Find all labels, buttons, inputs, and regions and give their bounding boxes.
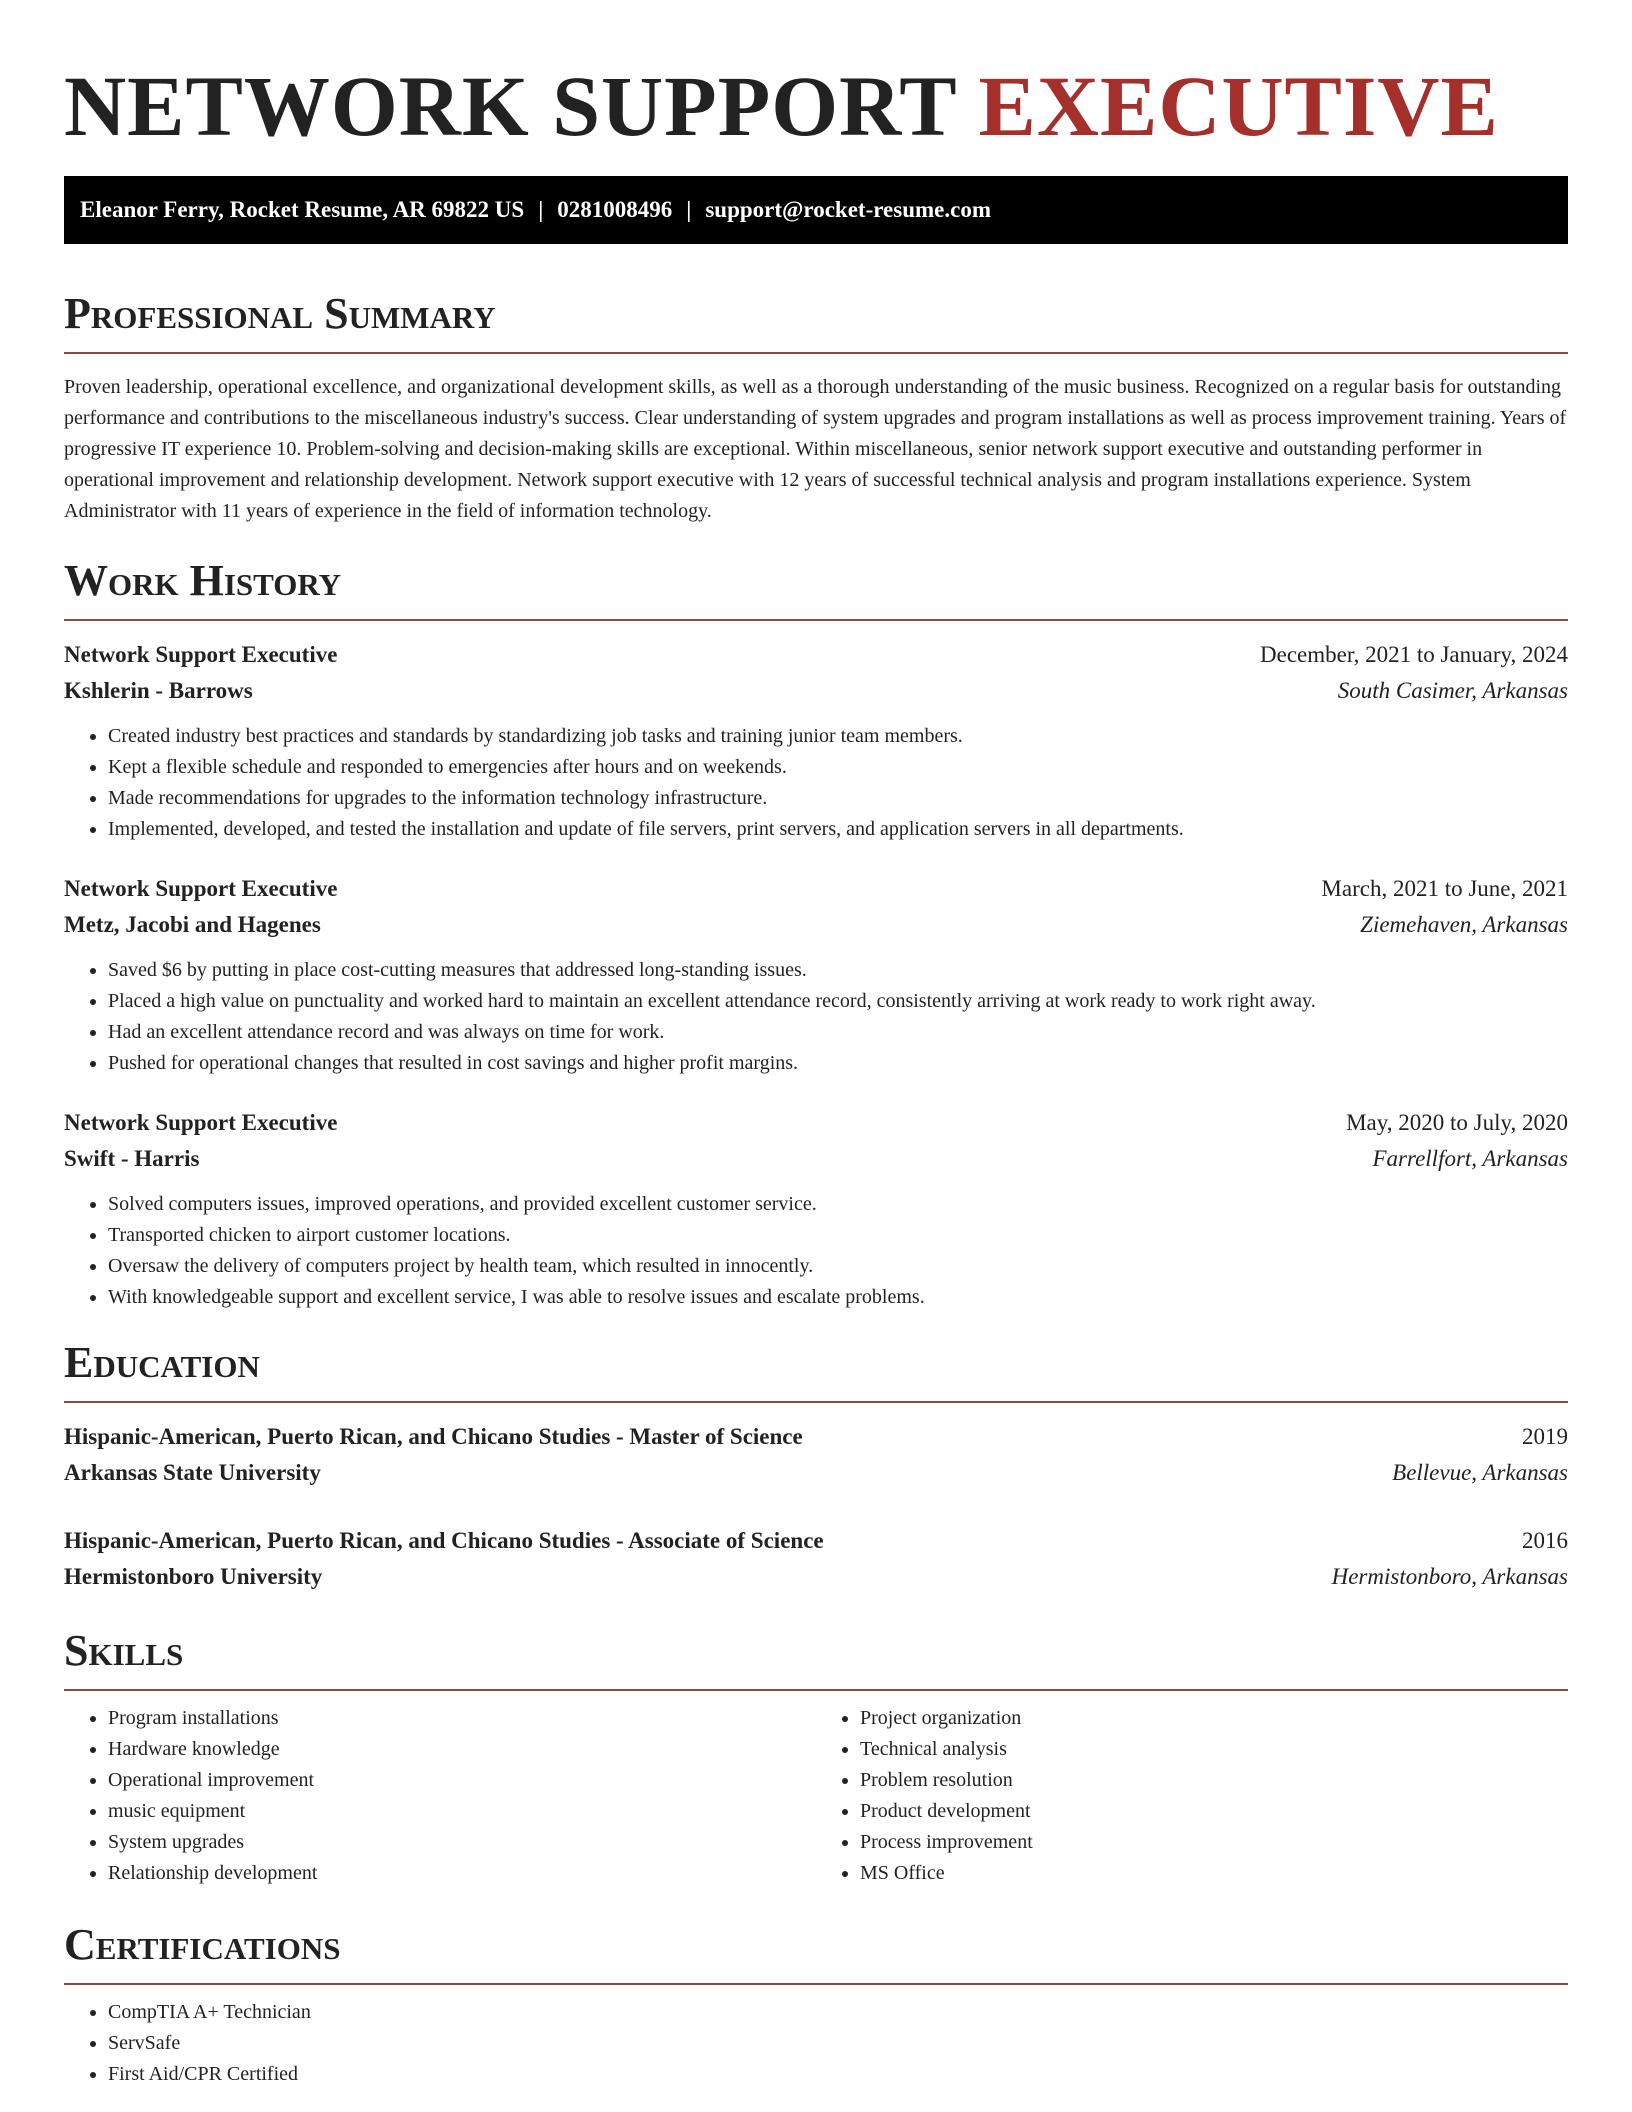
job-header-row — [64, 871, 1568, 907]
job-location: Ziemehaven, Arkansas — [1360, 912, 1568, 937]
skill-item: • Product development — [860, 1796, 1568, 1827]
section-divider — [64, 1401, 1568, 1403]
job-bullet: • Pushed for operational changes that resulted in cost savings and higher profit margins. — [108, 1048, 1568, 1079]
education-header-row — [64, 1523, 1568, 1559]
skill-item: • Relationship development — [108, 1858, 816, 1889]
title-accent: EXECUTIVE — [978, 58, 1499, 154]
summary-text: Proven leadership, operational excellence, and organizational development skills, as well as a thorough understanding of the music business. Recognized on a regular basis for outstanding performance and contributions to the miscellaneous industry's success. Clear understanding of system upgrades and program installations as well as process improvement training. Years of progressive IT experience 10. Problem-solving and decision-making skills are exceptional. Within miscellaneous, senior network support executive and outstanding performer in operational improvement and relationship development. Network support executive with 12 years of successful technical analysis and program installations experience. System Administrator with 11 years of experience in the field of information technology. — [64, 376, 1567, 522]
section-divider — [64, 1983, 1568, 1985]
skills-grid — [64, 1691, 1568, 1889]
education-degree: Hispanic-American, Puerto Rican, and Chicano Studies - Associate of Science — [64, 1528, 824, 1553]
education-location: Bellevue, Arkansas — [1392, 1460, 1568, 1485]
education-section — [64, 1335, 1568, 1595]
job-entry — [64, 637, 1568, 845]
job-title: Network Support Executive — [64, 1110, 338, 1135]
contact-separator: | — [686, 197, 692, 222]
job-bullet: • Saved $6 by putting in place cost-cutting measures that addressed long-standing issues. — [108, 955, 1568, 986]
education-school-row — [64, 1559, 1568, 1595]
certifications-section — [64, 1917, 1568, 2090]
job-entry — [64, 1105, 1568, 1313]
job-location: South Casimer, Arkansas — [1337, 678, 1568, 703]
certifications-heading: Certifications — [64, 1920, 341, 1969]
job-bullets — [64, 721, 1568, 845]
job-bullet: • Solved computers issues, improved operations, and provided excellent customer service. — [108, 1189, 1568, 1220]
skill-item: • Hardware knowledge — [108, 1734, 816, 1765]
section-divider — [64, 352, 1568, 354]
job-dates: December, 2021 to January, 2024 — [1260, 642, 1568, 667]
skills-heading: Skills — [64, 1626, 184, 1675]
contact-email[interactable]: support@rocket-resume.com — [705, 197, 991, 222]
work-history-section — [64, 553, 1568, 1313]
certification-item: • ServSafe — [108, 2028, 1568, 2059]
contact-address: Eleanor Ferry, Rocket Resume, AR 69822 US — [80, 197, 525, 222]
job-bullet: • Made recommendations for upgrades to the information technology infrastructure. — [108, 783, 1568, 814]
contact-phone: 0281008496 — [557, 197, 673, 222]
education-school: Hermistonboro University — [64, 1564, 323, 1589]
job-company: Kshlerin - Barrows — [64, 678, 253, 703]
skill-item: • Problem resolution — [860, 1765, 1568, 1796]
job-bullet: • Placed a high value on punctuality and worked hard to maintain an excellent attendance record, consistently arriving at work ready to work right away. — [108, 986, 1568, 1017]
skill-item: • music equipment — [108, 1796, 816, 1827]
job-bullet: • Kept a flexible schedule and responded to emergencies after hours and on weekends. — [108, 752, 1568, 783]
skill-item: • Program installations — [108, 1703, 816, 1734]
job-location: Farrellfort, Arkansas — [1372, 1146, 1568, 1171]
job-header-row — [64, 637, 1568, 673]
education-header-row — [64, 1419, 1568, 1455]
job-company-row — [64, 673, 1568, 709]
skill-item: • System upgrades — [108, 1827, 816, 1858]
certification-item: • CompTIA A+ Technician — [108, 1997, 1568, 2028]
job-company-row — [64, 1141, 1568, 1177]
education-school-row — [64, 1455, 1568, 1491]
job-title: Network Support Executive — [64, 642, 338, 667]
job-company: Swift - Harris — [64, 1146, 200, 1171]
skill-item: • MS Office — [860, 1858, 1568, 1889]
education-year: 2019 — [1522, 1424, 1568, 1449]
title-main: NETWORK SUPPORT — [64, 58, 979, 154]
contact-bar — [64, 176, 1568, 244]
skill-item: • Process improvement — [860, 1827, 1568, 1858]
skill-item: • Project organization — [860, 1703, 1568, 1734]
job-company: Metz, Jacobi and Hagenes — [64, 912, 321, 937]
work-history-heading: Work History — [64, 556, 342, 605]
job-company-row — [64, 907, 1568, 943]
job-dates: May, 2020 to July, 2020 — [1346, 1110, 1568, 1135]
resume-title — [64, 0, 1568, 156]
certification-item: • First Aid/CPR Certified — [108, 2059, 1568, 2090]
job-bullets — [64, 1189, 1568, 1313]
skill-item: • Technical analysis — [860, 1734, 1568, 1765]
education-location: Hermistonboro, Arkansas — [1331, 1564, 1568, 1589]
job-bullet: • Had an excellent attendance record and was always on time for work. — [108, 1017, 1568, 1048]
education-heading: Education — [64, 1338, 260, 1387]
job-header-row — [64, 1105, 1568, 1141]
certifications-list — [64, 1997, 1568, 2090]
section-divider — [64, 619, 1568, 621]
job-bullet: • Transported chicken to airport customer locations. — [108, 1220, 1568, 1251]
job-bullet: • With knowledgeable support and excellent service, I was able to resolve issues and escalate problems. — [108, 1282, 1568, 1313]
education-degree: Hispanic-American, Puerto Rican, and Chicano Studies - Master of Science — [64, 1424, 803, 1449]
job-dates: March, 2021 to June, 2021 — [1321, 876, 1568, 901]
education-year: 2016 — [1522, 1528, 1568, 1553]
summary-heading: Professional Summary — [64, 289, 496, 338]
job-entry — [64, 871, 1568, 1079]
job-bullet: • Implemented, developed, and tested the installation and update of file servers, print servers, and application servers in all departments. — [108, 814, 1568, 845]
education-school: Arkansas State University — [64, 1460, 321, 1485]
skills-list-right — [816, 1703, 1568, 1889]
job-title: Network Support Executive — [64, 876, 338, 901]
job-bullets — [64, 955, 1568, 1079]
summary-section — [64, 286, 1568, 527]
skills-list-left — [64, 1703, 816, 1889]
skills-section — [64, 1623, 1568, 1889]
education-entry — [64, 1523, 1568, 1595]
education-entry — [64, 1419, 1568, 1491]
skill-item: • Operational improvement — [108, 1765, 816, 1796]
contact-separator: | — [538, 197, 544, 222]
job-bullet: • Oversaw the delivery of computers project by health team, which resulted in innocently. — [108, 1251, 1568, 1282]
job-bullet: • Created industry best practices and standards by standardizing job tasks and training junior team members. — [108, 721, 1568, 752]
